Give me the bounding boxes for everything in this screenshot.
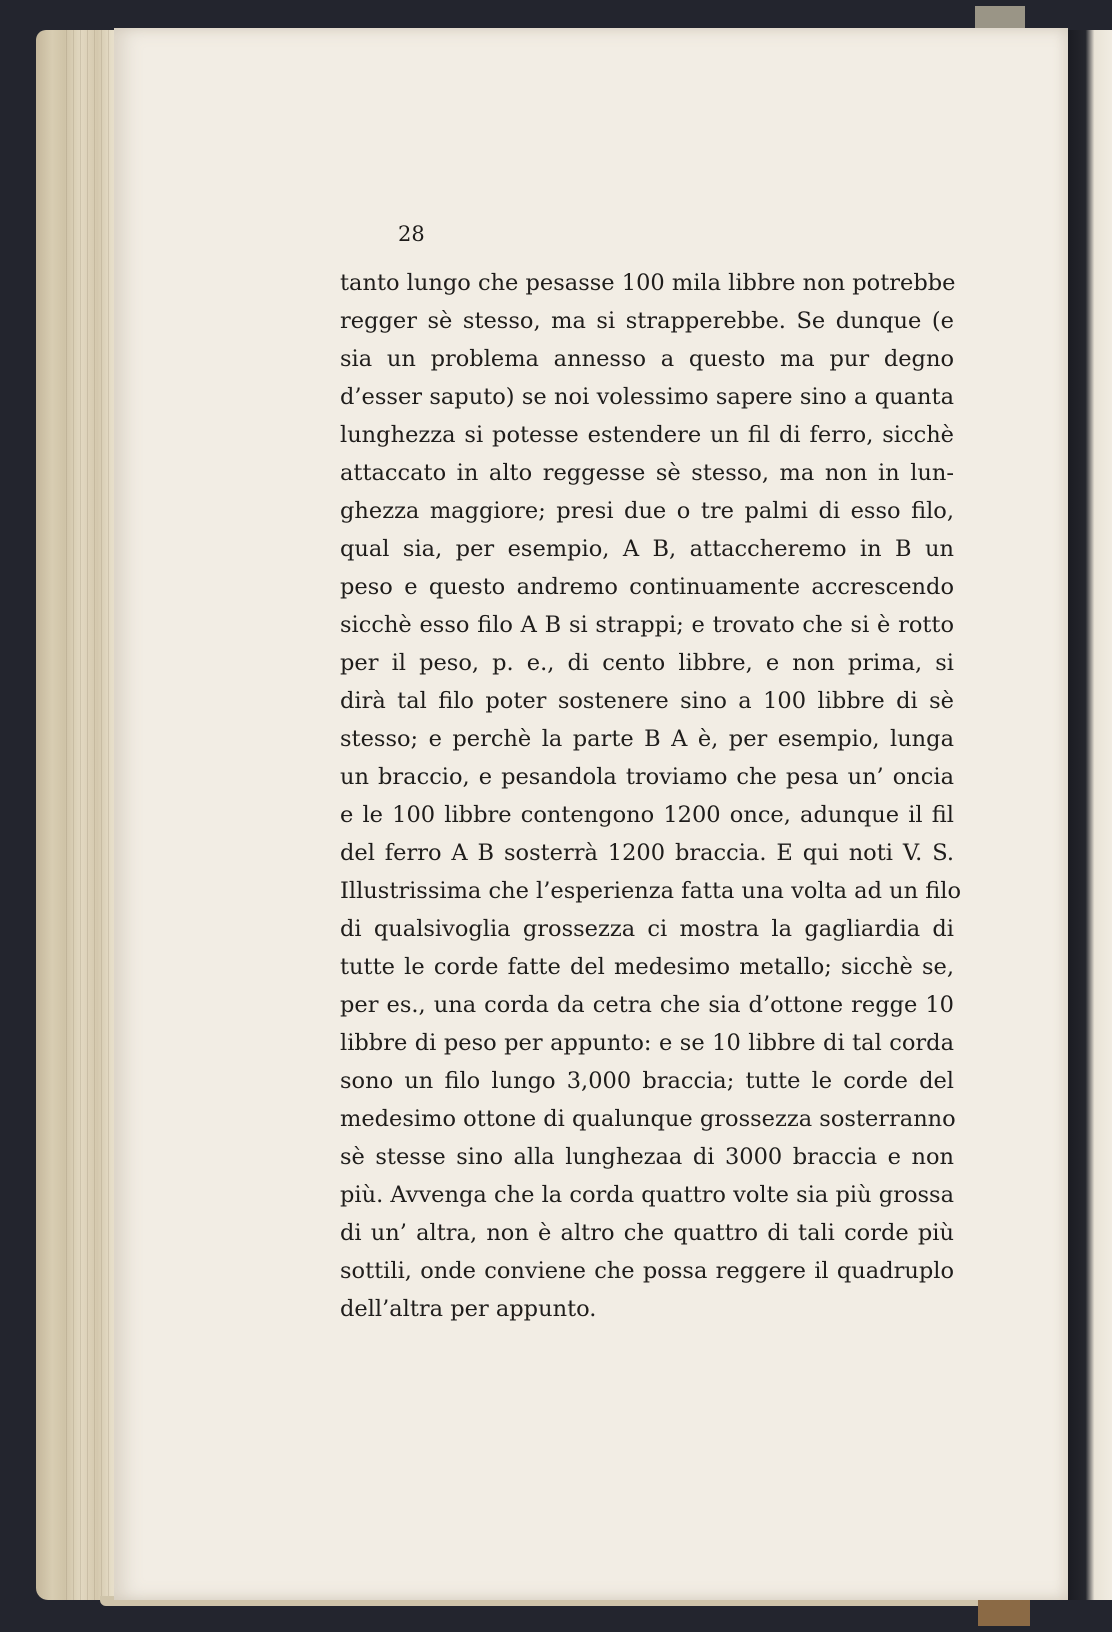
text-line: ghezza maggiore; presi due o tre palmi di esso filo,	[340, 498, 954, 524]
facing-page-edge	[1068, 30, 1112, 1600]
text-line: e le 100 libbre contengono 1200 once, adunque il fil	[340, 802, 954, 828]
text-line: per es., una corda da cetra che sia d’ottone regge 10	[340, 992, 954, 1018]
text-line: un braccio, e pesandola troviamo che pesa un’ oncia	[340, 764, 954, 790]
text-line: lunghezza si potesse estendere un fil di ferro, sicchè	[340, 422, 954, 448]
text-line: per il peso, p. e., di cento libbre, e non prima, si	[340, 650, 954, 676]
text-line: qual sia, per esempio, A B, attaccheremo in B un	[340, 536, 954, 562]
text-line: sicchè esso filo A B si strappi; e trovato che si è rotto	[340, 612, 954, 638]
text-line: sottili, onde conviene che possa reggere il quadruplo	[340, 1258, 954, 1284]
text-line: medesimo ottone di qualunque grossezza sosterranno	[340, 1106, 956, 1132]
text-line: di qualsivoglia grossezza ci mostra la gagliardia di	[340, 916, 954, 942]
text-line: tutte le corde fatte del medesimo metallo; sicchè se,	[340, 954, 954, 980]
text-line: tanto lungo che pesasse 100 mila libbre non potrebbe	[340, 270, 956, 296]
text-line: stesso; e perchè la parte B A è, per esempio, lunga	[340, 726, 954, 752]
text-line-last: dell’altra per appunto.	[340, 1296, 597, 1322]
body-text	[340, 264, 962, 1328]
text-line: libbre di peso per appunto: e se 10 libbre di tal corda	[340, 1030, 954, 1056]
bottom-bookmark-tab	[978, 1596, 1030, 1626]
page-number: 28	[398, 222, 425, 246]
text-line: dirà tal filo poter sostenere sino a 100 libbre di sè	[340, 688, 954, 714]
text-line: sia un problema annesso a questo ma pur degno	[340, 346, 954, 372]
text-line: attaccato in alto reggesse sè stesso, ma non in lun-	[340, 460, 954, 486]
text-line: Illustrissima che l’esperienza fatta una volta ad un filo	[340, 878, 962, 904]
text-line: più. Avvenga che la corda quattro volte sia più grossa	[340, 1182, 954, 1208]
top-bookmark-tab	[975, 6, 1025, 30]
text-line: del ferro A B sosterrà 1200 braccia. E qui noti V. S.	[340, 840, 954, 866]
text-line: regger sè stesso, ma si strapperebbe. Se dunque (e	[340, 308, 954, 334]
text-line: di un’ altra, non è altro che quattro di tali corde più	[340, 1220, 954, 1246]
text-line: sè stesse sino alla lunghezaa di 3000 braccia e non	[340, 1144, 954, 1170]
text-line: sono un filo lungo 3,000 braccia; tutte le corde del	[340, 1068, 954, 1094]
text-line: peso e questo andremo continuamente accrescendo	[340, 574, 954, 600]
text-line: d’esser saputo) se noi volessimo sapere sino a quanta	[340, 384, 954, 410]
